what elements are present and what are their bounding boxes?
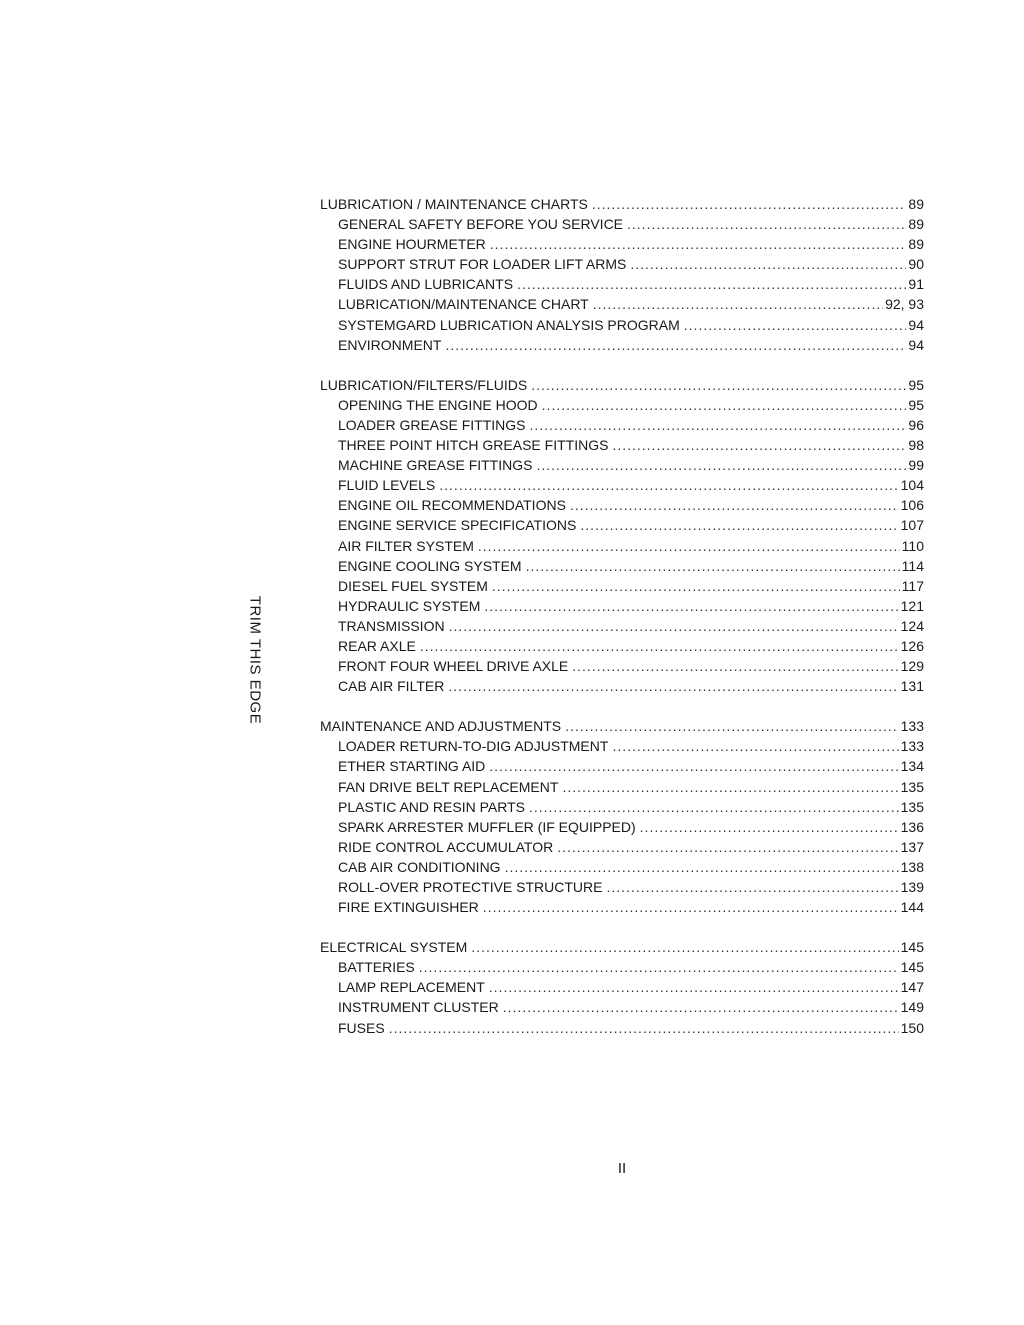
toc-entry-page: 117 <box>901 577 924 594</box>
toc-entry-page: 131 <box>900 678 924 695</box>
toc-entry-title: CAB AIR FILTER <box>338 678 445 695</box>
dot-leader <box>562 777 898 797</box>
dot-leader <box>640 817 899 837</box>
toc-entry[interactable] <box>320 1018 924 1038</box>
toc-entry-title: SYSTEMGARD LUBRICATION ANALYSIS PROGRAM <box>338 316 680 333</box>
toc-entry-page: 145 <box>900 939 924 956</box>
page-number: II <box>617 1160 627 1177</box>
dot-leader <box>448 676 898 696</box>
toc-entry-title: LOADER GREASE FITTINGS <box>338 416 526 433</box>
dot-leader <box>389 1018 899 1038</box>
toc-entry-page: 149 <box>900 999 924 1016</box>
toc-entry-page: 104 <box>900 477 924 494</box>
trim-edge-label: TRIM THIS EDGE <box>246 595 264 725</box>
dot-leader <box>684 315 907 335</box>
toc-section-heading[interactable] <box>320 937 924 957</box>
toc-entry-page: 136 <box>900 818 924 835</box>
toc-entry[interactable] <box>320 997 924 1017</box>
toc-entry-page: 95 <box>908 376 924 393</box>
toc-entry-page: 135 <box>900 778 924 795</box>
dot-leader <box>630 254 906 274</box>
dot-leader <box>606 877 898 897</box>
toc-section-heading[interactable] <box>320 194 924 214</box>
toc-entry-title: LUBRICATION/FILTERS/FLUIDS <box>320 376 528 393</box>
toc-entry-page: 95 <box>908 396 924 413</box>
toc-entry[interactable] <box>320 957 924 977</box>
toc-entry-page: 144 <box>900 899 924 916</box>
dot-leader <box>439 475 898 495</box>
toc-entry[interactable] <box>320 676 924 696</box>
toc-entry-title: OPENING THE ENGINE HOOD <box>338 396 538 413</box>
toc-entry-page: 150 <box>900 1019 924 1036</box>
toc-entry[interactable] <box>320 315 924 335</box>
toc-entry-title: MAINTENANCE AND ADJUSTMENTS <box>320 718 562 735</box>
dot-leader <box>557 837 898 857</box>
toc-entry-title: BATTERIES <box>338 959 415 976</box>
toc-entry-title: LAMP REPLACEMENT <box>338 979 485 996</box>
toc-entry-title: DIESEL FUEL SYSTEM <box>338 577 488 594</box>
toc-entry-title: LUBRICATION/MAINTENANCE CHART <box>338 296 589 313</box>
toc-entry-page: 124 <box>900 617 924 634</box>
dot-leader <box>471 937 898 957</box>
dot-leader <box>489 977 899 997</box>
dot-leader <box>529 797 899 817</box>
toc-entry-title: FIRE EXTINGUISHER <box>338 899 479 916</box>
toc-entry[interactable] <box>320 335 924 355</box>
toc-entry[interactable] <box>320 274 924 294</box>
toc-entry-title: ENGINE HOURMETER <box>338 236 486 253</box>
dot-leader <box>420 636 899 656</box>
toc-section <box>320 375 924 697</box>
toc-entry-page: 96 <box>908 416 924 433</box>
dot-leader <box>531 375 906 395</box>
toc-entry-page: 110 <box>901 537 924 554</box>
dot-leader <box>542 395 907 415</box>
dot-leader <box>489 756 898 776</box>
dot-leader <box>612 736 898 756</box>
toc-entry-page: 89 <box>908 216 924 233</box>
toc-entry[interactable] <box>320 736 924 756</box>
toc-entry-title: FAN DRIVE BELT REPLACEMENT <box>338 778 559 795</box>
toc-entry-title: ENGINE OIL RECOMMENDATIONS <box>338 497 566 514</box>
dot-leader <box>572 656 898 676</box>
dot-leader <box>593 294 883 314</box>
toc-entry[interactable] <box>320 455 924 475</box>
toc-entry-title: HYDRAULIC SYSTEM <box>338 597 481 614</box>
toc-entry[interactable] <box>320 415 924 435</box>
toc-entry-title: FLUID LEVELS <box>338 477 436 494</box>
toc-section <box>320 716 924 917</box>
toc-entry-title: FLUIDS AND LUBRICANTS <box>338 276 514 293</box>
toc-entry-title: CAB AIR CONDITIONING <box>338 858 501 875</box>
dot-leader <box>419 957 899 977</box>
toc-entry[interactable] <box>320 857 924 877</box>
toc-entry[interactable] <box>320 877 924 897</box>
toc-entry-title: ETHER STARTING AID <box>338 758 486 775</box>
dot-leader <box>580 515 898 535</box>
toc-entry[interactable] <box>320 495 924 515</box>
toc-entry-title: ENVIRONMENT <box>338 336 442 353</box>
toc-entry[interactable] <box>320 837 924 857</box>
toc-section-heading[interactable] <box>320 375 924 395</box>
dot-leader <box>483 897 899 917</box>
toc-section-heading[interactable] <box>320 716 924 736</box>
toc-entry-page: 137 <box>900 838 924 855</box>
dot-leader <box>592 194 907 214</box>
toc-section <box>320 194 924 355</box>
dot-leader <box>570 495 899 515</box>
dot-leader <box>478 536 900 556</box>
toc-entry[interactable] <box>320 435 924 455</box>
toc-entry[interactable] <box>320 294 924 314</box>
toc-entry[interactable] <box>320 214 924 234</box>
toc-entry-page: 92, 93 <box>885 296 924 313</box>
dot-leader <box>627 214 906 234</box>
toc-entry-page: 91 <box>908 276 924 293</box>
toc-entry-page: 114 <box>901 557 924 574</box>
toc-entry-page: 145 <box>900 959 924 976</box>
toc-entry-page: 147 <box>900 979 924 996</box>
toc-entry-page: 135 <box>900 798 924 815</box>
toc-entry[interactable] <box>320 897 924 917</box>
toc-entry[interactable] <box>320 475 924 495</box>
toc-entry-title: SPARK ARRESTER MUFFLER (IF EQUIPPED) <box>338 818 636 835</box>
toc-entry-page: 134 <box>900 758 924 775</box>
toc-entry-title: SUPPORT STRUT FOR LOADER LIFT ARMS <box>338 256 627 273</box>
toc-entry-page: 89 <box>908 196 924 212</box>
toc-entry-page: 126 <box>900 637 924 654</box>
toc-entry-page: 121 <box>900 597 924 614</box>
toc-entry[interactable] <box>320 515 924 535</box>
toc-entry-page: 133 <box>900 718 924 735</box>
dot-leader <box>526 556 900 576</box>
toc-entry-title: LUBRICATION / MAINTENANCE CHARTS <box>320 196 588 212</box>
toc-section <box>320 937 924 1037</box>
toc-entry-page: 89 <box>908 236 924 253</box>
toc-entry-page: 133 <box>900 738 924 755</box>
toc-entry-page: 94 <box>908 316 924 333</box>
toc-entry-title: RIDE CONTROL ACCUMULATOR <box>338 838 554 855</box>
toc-entry-page: 139 <box>900 879 924 895</box>
toc-entry-title: REAR AXLE <box>338 637 416 654</box>
dot-leader <box>449 616 899 636</box>
dot-leader <box>484 596 898 616</box>
toc-entry[interactable] <box>320 817 924 837</box>
toc-entry-title: FRONT FOUR WHEEL DRIVE AXLE <box>338 658 569 675</box>
toc-entry-title: LOADER RETURN-TO-DIG ADJUSTMENT <box>338 738 609 755</box>
dot-leader <box>517 274 906 294</box>
toc-entry[interactable] <box>320 636 924 656</box>
dot-leader <box>445 335 906 355</box>
toc-entry[interactable] <box>320 777 924 797</box>
toc-entry[interactable] <box>320 656 924 676</box>
table-of-contents <box>320 194 924 1058</box>
toc-entry[interactable] <box>320 254 924 274</box>
toc-entry[interactable] <box>320 797 924 817</box>
toc-entry-page: 90 <box>908 256 924 273</box>
dot-leader <box>565 716 899 736</box>
toc-entry-title: AIR FILTER SYSTEM <box>338 537 474 554</box>
toc-entry[interactable] <box>320 556 924 576</box>
toc-entry-title: INSTRUMENT CLUSTER <box>338 999 499 1016</box>
toc-entry-title: ROLL-OVER PROTECTIVE STRUCTURE <box>338 879 603 895</box>
toc-entry-page: 99 <box>908 457 924 474</box>
toc-entry-page: 129 <box>900 658 924 675</box>
toc-entry-title: ENGINE SERVICE SPECIFICATIONS <box>338 517 577 534</box>
toc-entry-page: 106 <box>900 497 924 514</box>
toc-entry-page: 107 <box>900 517 924 534</box>
toc-entry-title: MACHINE GREASE FITTINGS <box>338 457 533 474</box>
toc-entry-title: ENGINE COOLING SYSTEM <box>338 557 522 574</box>
toc-entry-title: PLASTIC AND RESIN PARTS <box>338 798 525 815</box>
toc-entry-title: TRANSMISSION <box>338 617 445 634</box>
toc-entry[interactable] <box>320 576 924 596</box>
dot-leader <box>490 234 907 254</box>
toc-entry[interactable] <box>320 234 924 254</box>
toc-entry[interactable] <box>320 395 924 415</box>
toc-entry[interactable] <box>320 616 924 636</box>
dot-leader <box>536 455 906 475</box>
toc-entry[interactable] <box>320 977 924 997</box>
dot-leader <box>505 857 899 877</box>
toc-entry[interactable] <box>320 756 924 776</box>
toc-entry[interactable] <box>320 536 924 556</box>
dot-leader <box>492 576 900 596</box>
toc-entry-page: 138 <box>900 858 924 875</box>
toc-entry-page: 94 <box>908 336 924 353</box>
dot-leader <box>612 435 906 455</box>
toc-entry-page: 98 <box>908 437 924 454</box>
dot-leader <box>503 997 899 1017</box>
toc-entry-title: ELECTRICAL SYSTEM <box>320 939 468 956</box>
toc-entry-title: FUSES <box>338 1019 385 1036</box>
toc-entry-title: GENERAL SAFETY BEFORE YOU SERVICE <box>338 216 624 233</box>
toc-entry-title: THREE POINT HITCH GREASE FITTINGS <box>338 437 609 454</box>
dot-leader <box>529 415 906 435</box>
toc-entry[interactable] <box>320 596 924 616</box>
